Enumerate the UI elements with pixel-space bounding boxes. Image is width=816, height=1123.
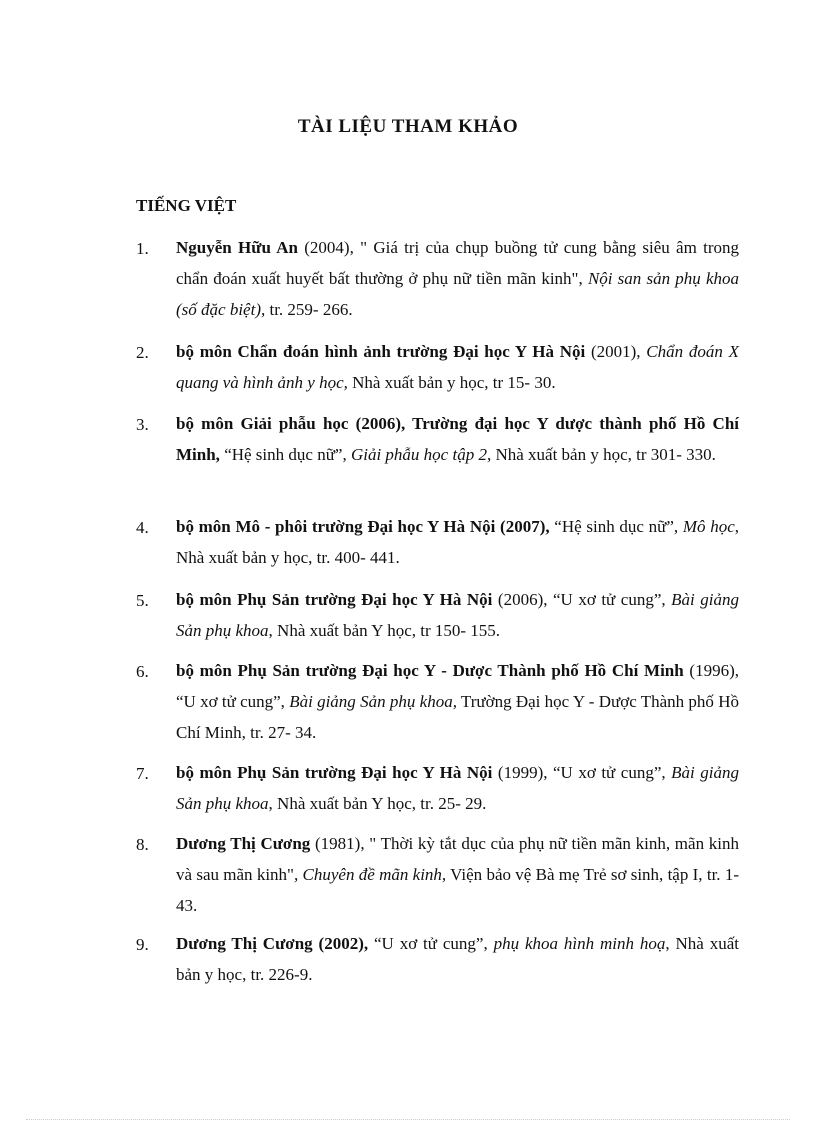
reference-author: Dương Thị Cương bbox=[176, 834, 311, 853]
reference-source: Bài giảng Sản phụ khoa, bbox=[289, 692, 457, 711]
reference-publisher: , Nhà xuất bản Y học, tr 150- 155. bbox=[268, 621, 501, 640]
reference-publisher: Nhà xuất bản y học, tr 15- 30. bbox=[347, 373, 556, 392]
reference-text bbox=[176, 757, 739, 819]
reference-detail: (2006), “U xơ tử cung”, bbox=[492, 590, 672, 609]
reference-source: Chẩn đoán X quang và hình ảnh y học, bbox=[176, 342, 739, 392]
reference-number: 8. bbox=[136, 835, 149, 854]
reference-publisher: , Nhà xuất bản y học, tr. 400- 441. bbox=[176, 517, 739, 567]
reference-source: Bài giảng Sản phụ khoa bbox=[176, 590, 739, 640]
reference-detail: (1996), “U xơ tử cung”, bbox=[176, 661, 739, 711]
reference-detail: (2001), bbox=[585, 342, 647, 361]
reference-text bbox=[176, 828, 739, 921]
section-heading: TIẾNG VIỆT bbox=[136, 196, 237, 215]
reference-text bbox=[176, 232, 739, 325]
reference-number: 7. bbox=[136, 764, 149, 783]
reference-publisher: Trường Đại học Y - Dược Thành phố Hồ Chí Minh, tr. 27- 34. bbox=[176, 692, 739, 742]
reference-number: 6. bbox=[136, 662, 149, 681]
reference-publisher: , Viện bảo vệ Bà mẹ Trẻ sơ sinh, tập I, tr. 1- 43. bbox=[176, 865, 739, 915]
reference-text bbox=[176, 928, 739, 990]
reference-number: 4. bbox=[136, 518, 149, 537]
reference-number: 3. bbox=[136, 415, 149, 434]
reference-text bbox=[176, 584, 739, 646]
reference-author: bộ môn Phụ Sản trường Đại học Y - Dược Thành phố Hồ Chí Minh bbox=[176, 661, 684, 680]
reference-text bbox=[176, 655, 739, 748]
reference-text bbox=[176, 511, 739, 573]
reference-source: Mô học bbox=[682, 517, 735, 536]
reference-publisher: , Nhà xuất bản y học, tr 301- 330. bbox=[486, 445, 716, 464]
reference-detail: “Hệ sinh dục nữ”, bbox=[549, 517, 683, 536]
reference-detail: (1999), “U xơ tử cung”, bbox=[492, 763, 672, 782]
reference-author: Nguyễn Hữu An bbox=[176, 238, 298, 257]
reference-publisher: , Nhà xuất bản y học, tr. 226-9. bbox=[176, 934, 739, 984]
reference-author: bộ môn Giải phẫu học (2006), Trường đại học Y dược thành phố Hồ Chí Minh, bbox=[176, 414, 739, 464]
reference-text bbox=[176, 336, 739, 398]
reference-detail: (1981), " Thời kỳ tắt dục của phụ nữ tiền mãn kinh, mãn kinh và sau mãn kinh" bbox=[176, 834, 739, 884]
reference-number: 5. bbox=[136, 591, 149, 610]
page-bottom-rule bbox=[26, 1119, 790, 1120]
reference-number: 9. bbox=[136, 935, 149, 954]
reference-number: 1. bbox=[136, 239, 149, 258]
reference-source: , Chuyên đề mãn kinh bbox=[294, 865, 442, 884]
reference-source: Nội san sản phụ khoa (số đặc biệt), bbox=[176, 269, 740, 319]
reference-detail: “Hệ sinh dục nữ”, bbox=[219, 445, 351, 464]
reference-detail: “U xơ tử cung”, bbox=[368, 934, 494, 953]
reference-author: bộ môn Mô - phôi trường Đại học Y Hà Nội (2007), bbox=[176, 517, 550, 536]
reference-text bbox=[176, 408, 739, 470]
reference-author: bộ môn Phụ Sản trường Đại học Y Hà Nội bbox=[176, 590, 493, 609]
reference-number: 2. bbox=[136, 343, 149, 362]
reference-author: bộ môn Chẩn đoán hình ảnh trường Đại học Y Hà Nội bbox=[176, 342, 586, 361]
reference-author: Dương Thị Cương (2002), bbox=[176, 934, 369, 953]
reference-source: Giải phẫu học tập 2 bbox=[350, 445, 487, 464]
reference-source: phụ khoa hình minh hoạ bbox=[493, 934, 666, 953]
reference-source: Bài giảng Sản phụ khoa bbox=[176, 763, 739, 813]
reference-author: bộ môn Phụ Sản trường Đại học Y Hà Nội bbox=[176, 763, 493, 782]
reference-publisher: , Nhà xuất bản Y học, tr. 25- 29. bbox=[268, 794, 487, 813]
reference-publisher: tr. 259- 266. bbox=[265, 300, 353, 319]
reference-detail: (2004), " Giá trị của chụp buồng tử cung bằng siêu âm trong chẩn đoán xuất huyết bất thường ở phụ nữ tiền mãn kinh", bbox=[176, 238, 739, 288]
page-title: TÀI LIỆU THAM KHẢO bbox=[297, 116, 519, 137]
